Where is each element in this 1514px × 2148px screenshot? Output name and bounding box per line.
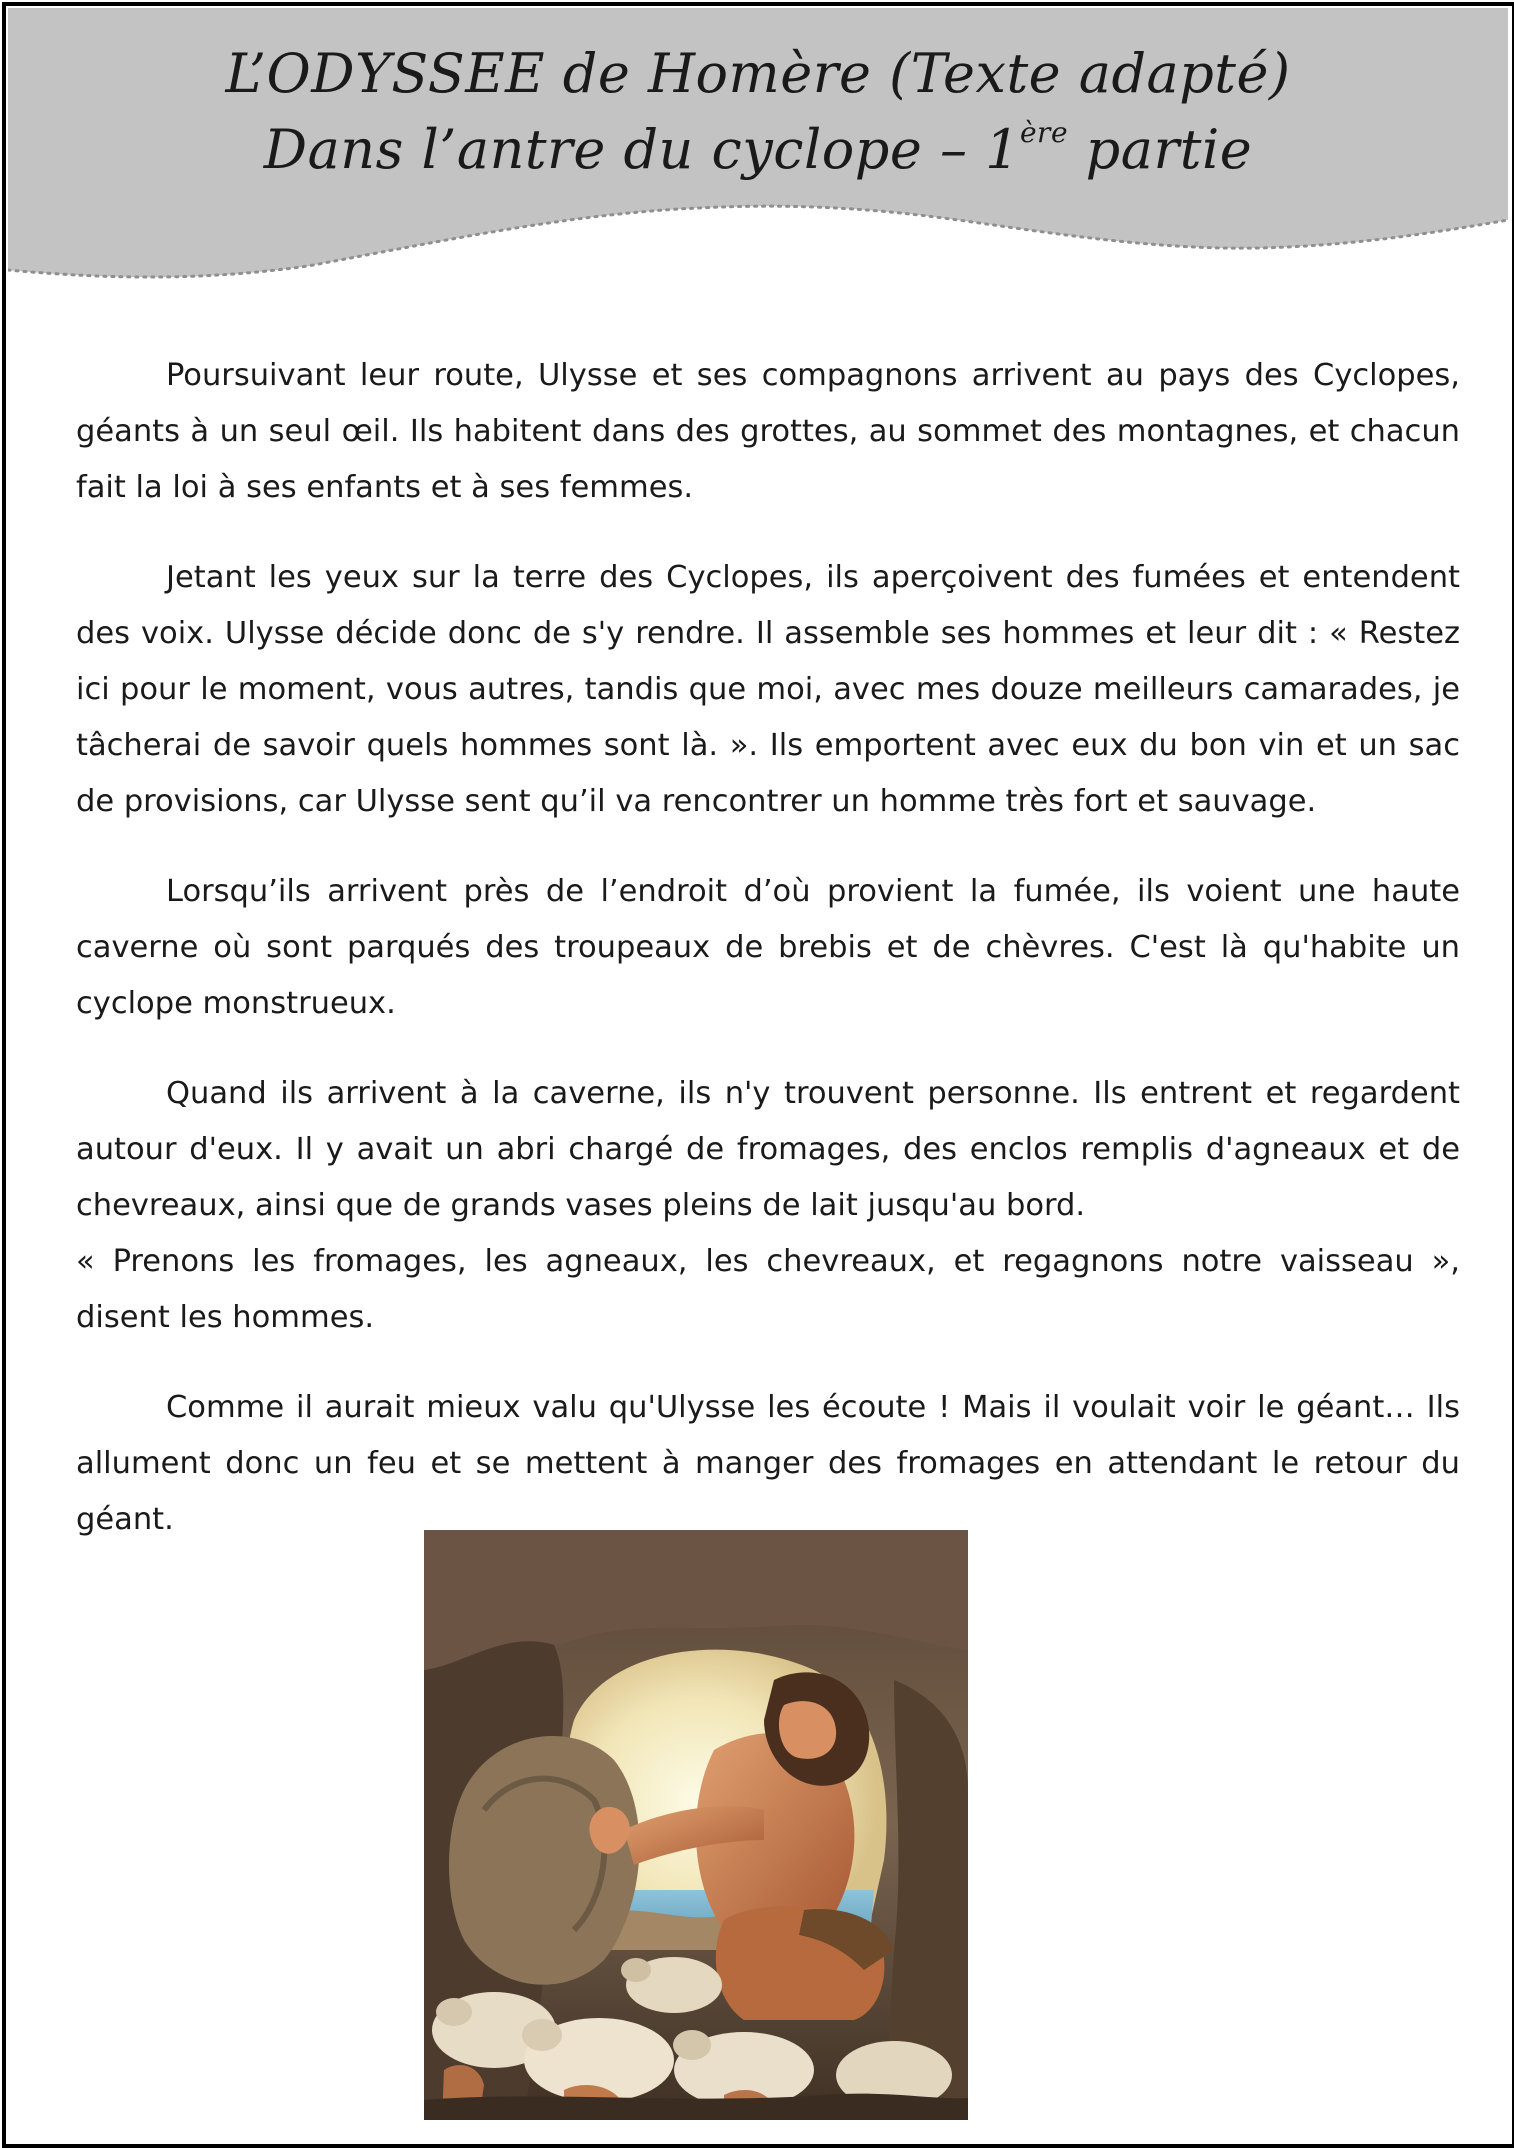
paragraph-3: Lorsqu’ils arrivent près de l’endroit d’où provient la fumée, ils voient une haute caverne où sont parqués des troupeaux de brebis et de chèvres. C'est là qu'habite un cyclope monstrueux. (76, 874, 1460, 1021)
title-line-2-text: Dans l’antre du cyclope – 1 (263, 118, 1020, 181)
title-superscript: ère (1019, 116, 1069, 149)
title-banner (8, 8, 1508, 288)
paragraph-4-quote: « Prenons les fromages, les agneaux, les chevreaux, et regagnons notre vaisseau », disent les hommes. (76, 1244, 1460, 1335)
document-title (8, 36, 1508, 188)
illustration-drawing (424, 1530, 968, 2120)
paragraph-1: Poursuivant leur route, Ulysse et ses compagnons arrivent au pays des Cyclopes, géants à un seul œil. Ils habitent dans des grottes, au sommet des montagnes, et chacun fait la loi à ses enfants et à ses femmes. (76, 358, 1460, 505)
paragraph-4: Quand ils arrivent à la caverne, ils n'y trouvent personne. Ils entrent et regardent autour d'eux. Il y avait un abri chargé de fromages, des enclos remplis d'agneaux et de chevreaux, ainsi que de grands vases pleins de lait jusqu'au bord. (76, 1076, 1460, 1223)
paragraph-5: Comme il aurait mieux valu qu'Ulysse les écoute ! Mais il voulait voir le géant… Ils allument donc un feu et se mettent à manger des fromages en attendant le retour du géant. (76, 1390, 1460, 1537)
paragraph-2: Jetant les yeux sur la terre des Cyclopes, ils aperçoivent des fumées et entendent des voix. Ulysse décide donc de s'y rendre. Il assemble ses hommes et leur dit : « Restez ici pour le moment, vous autres, tandis que moi, avec mes douze meilleurs camarades, je tâcherai de savoir quels hommes sont là. ». Ils emportent avec eux du bon vin et un sac de provisions, car Ulysse sent qu’il va rencontrer un homme très fort et sauvage. (76, 560, 1460, 819)
title-line-1: L’ODYSSEE de Homère (Texte adapté) (225, 42, 1291, 105)
story-text (76, 348, 1460, 1582)
title-line-2 (8, 112, 1508, 188)
title-line-2-end: partie (1068, 118, 1253, 181)
cyclops-cave-illustration (424, 1530, 968, 2120)
